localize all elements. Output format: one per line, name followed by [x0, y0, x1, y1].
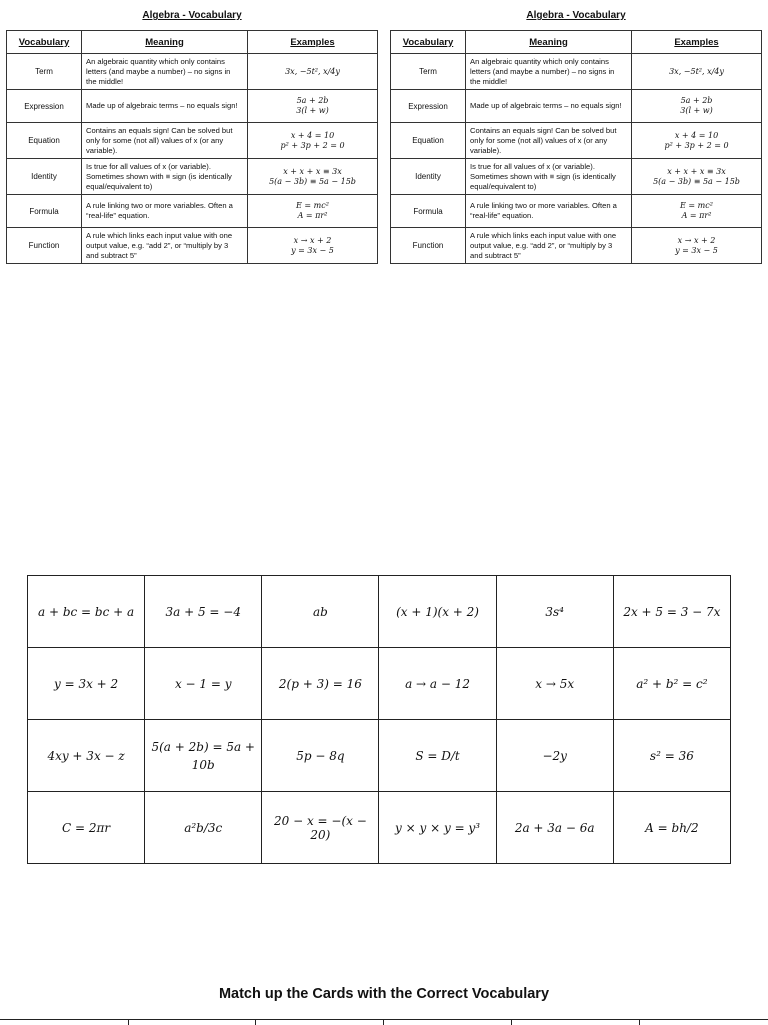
vocab-header-row — [7, 31, 378, 54]
vocab-title: Algebra - Vocabulary — [142, 10, 242, 21]
answer-table-divider — [639, 1019, 640, 1025]
vocab-examples — [632, 90, 762, 123]
vocab-meaning: Is true for all values of x (or variable). Sometimes shown with ≡ sign (is identically equal/equivalent to) — [466, 159, 632, 195]
card[interactable]: 4xy + 3x − z — [28, 720, 145, 792]
header-vocabulary: Vocabulary — [7, 31, 82, 54]
card[interactable]: (x + 1)(x + 2) — [379, 576, 496, 648]
vocab-examples — [632, 195, 762, 228]
card[interactable]: a → a − 12 — [379, 648, 496, 720]
vocab-row-term — [7, 54, 378, 90]
vocab-word: Identity — [391, 159, 466, 195]
header-examples: Examples — [248, 31, 378, 54]
vocab-row-formula — [7, 195, 378, 228]
example-line: A = πr² — [681, 211, 712, 220]
example-line: E = mc² — [296, 201, 329, 210]
vocab-examples — [248, 90, 378, 123]
vocab-row-formula — [391, 195, 762, 228]
vocab-word: Term — [7, 54, 82, 90]
card[interactable]: 5p − 8q — [262, 720, 379, 792]
vocab-table — [390, 30, 762, 264]
vocab-word: Identity — [7, 159, 82, 195]
header-examples: Examples — [632, 31, 762, 54]
example-line: 5(a − 3b) ≡ 5a − 15b — [653, 176, 740, 186]
card[interactable]: 2(p + 3) = 16 — [262, 648, 379, 720]
vocab-table-right — [390, 8, 762, 264]
vocab-meaning: Contains an equals sign! Can be solved but only for some (not all) values of x (or any variable). — [82, 123, 248, 159]
answer-table-divider — [383, 1019, 384, 1025]
vocab-examples — [248, 54, 378, 90]
card-row — [28, 720, 731, 792]
answer-table-top-edge — [0, 1018, 768, 1024]
vocab-row-expression — [7, 90, 378, 123]
example-line: 3x, −5t², x/4y — [669, 66, 724, 76]
vocab-meaning: A rule which links each input value with one output value, e.g. “add 2”, or “multiply by 3 and subtract 5” — [82, 228, 248, 264]
vocab-word: Function — [7, 228, 82, 264]
vocab-meaning: A rule which links each input value with one output value, e.g. “add 2”, or “multiply by 3 and subtract 5” — [466, 228, 632, 264]
card[interactable]: 3s⁴ — [496, 576, 613, 648]
example-line: x → x + 2 — [293, 235, 332, 245]
vocab-title: Algebra - Vocabulary — [526, 10, 626, 21]
card[interactable]: x → 5x — [496, 648, 613, 720]
example-line: x + x + x ≡ 3x — [283, 166, 342, 176]
example-line: x + 4 = 10 — [290, 130, 335, 140]
answer-table-divider — [511, 1019, 512, 1025]
header-vocabulary: Vocabulary — [391, 31, 466, 54]
example-line: 3(l + w) — [680, 106, 713, 115]
card[interactable]: a + bc = bc + a — [28, 576, 145, 648]
example-line: p² + 3p + 2 = 0 — [664, 140, 729, 150]
vocab-word: Term — [391, 54, 466, 90]
card[interactable]: A = bh/2 — [613, 792, 730, 864]
card[interactable]: 20 − x = −(x − 20) — [262, 792, 379, 864]
example-line: p² + 3p + 2 = 0 — [280, 140, 345, 150]
example-line: E = mc² — [680, 201, 713, 210]
example-line: 3x, −5t², x/4y — [285, 66, 340, 76]
vocab-meaning: An algebraic quantity which only contains letters (and maybe a number) – no signs in the middle! — [82, 54, 248, 90]
example-line: x → x + 2 — [677, 235, 716, 245]
vocab-examples — [248, 228, 378, 264]
card[interactable]: x − 1 = y — [145, 648, 262, 720]
card[interactable]: 5(a + 2b) = 5a + 10b — [145, 720, 262, 792]
card[interactable]: ab — [262, 576, 379, 648]
card[interactable]: −2y — [496, 720, 613, 792]
vocab-meaning: Made up of algebraic terms – no equals sign! — [466, 90, 632, 123]
card[interactable]: y = 3x + 2 — [28, 648, 145, 720]
vocab-word: Expression — [391, 90, 466, 123]
card-row — [28, 648, 731, 720]
answer-table-divider — [255, 1019, 256, 1025]
vocab-row-function — [391, 228, 762, 264]
vocab-header-row — [391, 31, 762, 54]
vocab-examples — [248, 123, 378, 159]
vocab-examples — [632, 228, 762, 264]
header-meaning: Meaning — [466, 31, 632, 54]
example-line: 3(l + w) — [296, 106, 329, 115]
vocab-meaning: Made up of algebraic terms – no equals sign! — [82, 90, 248, 123]
vocab-row-function — [7, 228, 378, 264]
answer-table-line — [0, 1019, 768, 1020]
vocab-meaning: A rule linking two or more variables. Often a “real-life” equation. — [466, 195, 632, 228]
vocab-row-term — [391, 54, 762, 90]
header-meaning: Meaning — [82, 31, 248, 54]
vocab-word: Equation — [391, 123, 466, 159]
example-line: A = πr² — [297, 211, 328, 220]
card[interactable]: a²b/3c — [145, 792, 262, 864]
card[interactable]: S = D/t — [379, 720, 496, 792]
vocab-word: Formula — [7, 195, 82, 228]
vocab-examples — [632, 54, 762, 90]
vocab-examples — [248, 195, 378, 228]
vocab-row-identity — [7, 159, 378, 195]
vocab-word: Expression — [7, 90, 82, 123]
card[interactable]: a² + b² = c² — [613, 648, 730, 720]
card-grid — [27, 575, 731, 864]
example-line: 5a + 2b — [296, 96, 329, 105]
vocab-word: Formula — [391, 195, 466, 228]
vocab-examples — [632, 159, 762, 195]
card-row — [28, 576, 731, 648]
vocab-meaning: Is true for all values of x (or variable). Sometimes shown with ≡ sign (is identically equal/equivalent to) — [82, 159, 248, 195]
vocab-word: Function — [391, 228, 466, 264]
vocab-row-equation — [7, 123, 378, 159]
match-instructions: Match up the Cards with the Correct Vocabulary — [218, 986, 550, 1002]
card[interactable]: 2a + 3a − 6a — [496, 792, 613, 864]
card-row — [28, 792, 731, 864]
vocab-table-left — [6, 8, 378, 264]
vocab-row-expression — [391, 90, 762, 123]
vocab-table — [6, 30, 378, 264]
example-line: y = 3x − 5 — [675, 245, 718, 255]
vocab-examples — [248, 159, 378, 195]
vocab-examples — [632, 123, 762, 159]
vocab-word: Equation — [7, 123, 82, 159]
card[interactable]: 3a + 5 = −4 — [145, 576, 262, 648]
example-line: 5a + 2b — [680, 96, 713, 105]
card[interactable]: 2x + 5 = 3 − 7x — [613, 576, 730, 648]
answer-table-divider — [128, 1019, 129, 1025]
example-line: 5(a − 3b) ≡ 5a − 15b — [269, 176, 356, 186]
example-line: y = 3x − 5 — [291, 245, 334, 255]
vocab-meaning: An algebraic quantity which only contains letters (and maybe a number) – no signs in the middle! — [466, 54, 632, 90]
card[interactable]: y × y × y = y³ — [379, 792, 496, 864]
vocab-meaning: Contains an equals sign! Can be solved but only for some (not all) values of x (or any variable). — [466, 123, 632, 159]
card[interactable]: s² = 36 — [613, 720, 730, 792]
vocab-meaning: A rule linking two or more variables. Often a “real-life” equation. — [82, 195, 248, 228]
card[interactable]: C = 2πr — [28, 792, 145, 864]
example-line: x + x + x ≡ 3x — [667, 166, 726, 176]
vocab-row-equation — [391, 123, 762, 159]
vocab-row-identity — [391, 159, 762, 195]
example-line: x + 4 = 10 — [674, 130, 719, 140]
